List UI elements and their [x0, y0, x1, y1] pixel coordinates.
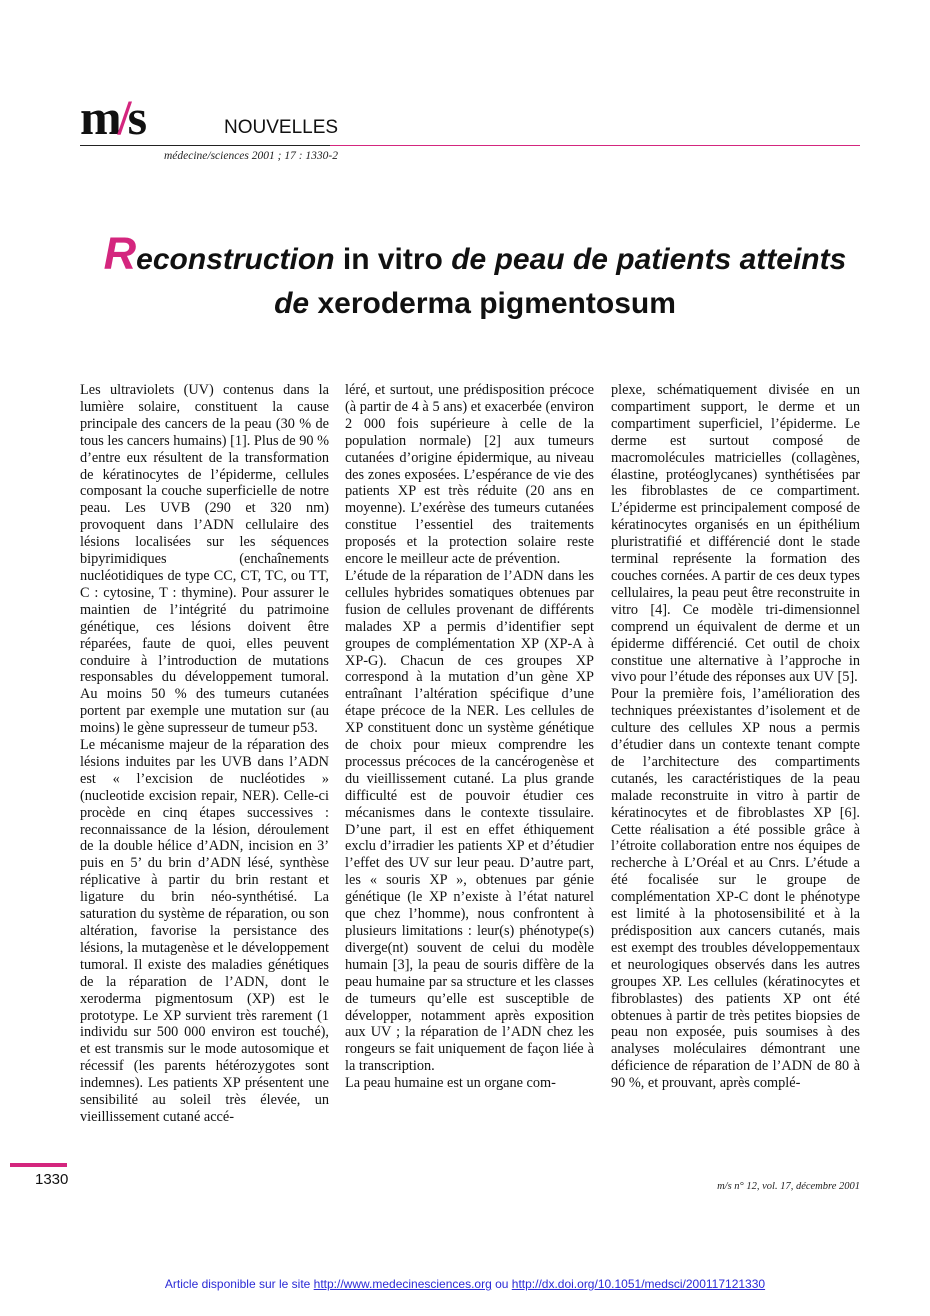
section-label: NOUVELLES	[224, 117, 339, 138]
paragraph: léré, et surtout, une prédisposition précoce (à partir de 4 à 5 ans) et exacerbée (environ 2 000 fois supérieure à celle de la population normale) [2] aux tumeurs cutanées d’origine épidermique, au niveau des zones exposées. L’espérance de vie des patients XP est très réduite (20 ans en moyenne). L’exérèse des tumeurs cutanées constitue l’essentiel des traitements proposés et la protection solaire reste encore le meilleur acte de prévention.	[345, 382, 594, 568]
site-link[interactable]: http://www.medecinesciences.org	[313, 1277, 492, 1291]
text-column-3	[611, 382, 860, 1092]
page-number: 1330	[35, 1171, 69, 1188]
page-marker-bar	[10, 1163, 67, 1167]
header-rule-black	[80, 145, 330, 146]
logo-slash: /	[117, 89, 131, 145]
text-column-2	[345, 382, 594, 1092]
text-column-1	[80, 382, 329, 1126]
paragraph: Les ultraviolets (UV) contenus dans la lumière solaire, constituent la cause principale des cancers de la peau (30 % de tous les cancers humains) [1]. Plus de 90 % d’entre eux résultent de la transformation de kératinocytes de l’épiderme, cellules composant la couche superficielle de notre peau. Les UVB (290 et 320 nm) provoquent dans l’ADN cellulaire des lésions localisées sur les séquences bipyrimidiques (enchaînements nucléotidiques de type CC, CT, TC, ou TT, C : cytosine, T : thymine). Pour assurer le maintien de l’intégrité du patrimoine génétique, ces lésions doivent être réparées, faute de quoi, elles peuvent conduire à l’introduction de mutations responsables du développement tumoral. Au moins 50 % des tumeurs cutanées portent par exemple une mutation sur (au moins) le gène supresseur de tumeur p53.	[80, 382, 329, 737]
paragraph: L’étude de la réparation de l’ADN dans les cellules hybrides somatiques obtenues par fusion de cellules provenant de différents malades XP a permis d’identifier sept groupes de complémentation XP (XP-A à XP-G). Chacun de ces groupes XP correspond à la mutation d’un gène XP entraînant l’altération spécifique d’une étape précoce de la NER. Les cellules de XP constituent donc un système génétique de choix pour mieux comprendre les processus précoces de la cancérogenèse et du vieillissement cutané. La plus grande difficulté est de pouvoir étudier ces mécanismes dans le contexte tissulaire. D’une part, il est en effet éthiquement exclu d’irradier les patients XP et d’étudier l’effet des UV sur leur peau. D’autre part, les « souris XP », obtenues par génie génétique (le XP n’existe à l’état naturel que chez l’homme), nous confrontent à plusieurs limitations : leur(s) phénotype(s) diverge(nt) souvent de celui du modèle humain [3], la peau de souris diffère de la peau humaine par sa structure et les classes de tumeurs qu’elle est susceptible de développer, notamment après exposition aux UV ; la réparation de l’ADN chez les rongeurs se fait uniquement de façon liée à la transcription.	[345, 567, 594, 1075]
journal-citation: médecine/sciences 2001 ; 17 : 1330-2	[163, 150, 338, 162]
doi-link[interactable]: http://dx.doi.org/10.1051/medsci/200117121330	[511, 1277, 766, 1291]
journal-reference: m/s n° 12, vol. 17, décembre 2001	[717, 1181, 860, 1192]
journal-logo: m/s	[80, 89, 147, 145]
availability-notice: Article disponible sur le site http://www.medecinesciences.org ou http://dx.doi.org/10.1051/medsci/200117121330	[164, 1277, 766, 1291]
paragraph: La peau humaine est un organe com-	[345, 1075, 556, 1092]
article-title: Reconstruction in vitro de peau de patients atteints de xeroderma pigmentosum	[103, 228, 847, 320]
paragraph: Le mécanisme majeur de la réparation des lésions induites par les UVB dans l’ADN est « l’excision de nucléotides » (nucleotide excision repair, NER). Celle-ci procède en cinq étapes successives : reconnaissance de la lésion, déroulement de la double hélice d’ADN, incision en 3’ puis en 5’ du brin d’ADN lésé, synthèse réplicative à partir du brin restant et ligature du brin néo-synthétisé. La saturation du système de réparation, ou son altération, favorise la persistance des lésions, la mutagenèse et le développement tumoral. Il existe des maladies génétiques de la réparation de l’ADN, dont le xeroderma pigmentosum (XP) est le prototype. Le XP survient très rarement (1 individu sur 500 000 environ est touché), et est transmis sur le mode autosomique et récessif (les parents hétérozygotes sont indemnes). Les patients XP présentent une sensibilité au soleil très élevée, un vieillissement cutané accé-	[80, 737, 329, 1125]
paragraph: Pour la première fois, l’amélioration des techniques préexistantes d’isolement et de culture des cellules XP nous a permis d’étudier dans un contexte tenant compte de l’architecture des compartiments cutanés, les caractéristiques de la peau malade reconstruite in vitro à partir de kératinocytes et de fibroblastes XP [6]. Cette réalisation a été possible grâce à l’étroite collaboration entre nos équipes de recherche à L’Oréal et au Cnrs. L’étude a été focalisée sur le groupe de complémentation XP-C dont le phénotype est limité à la photosensibilité et à la prédisposition aux cancers cutanés, mais est exempt des troubles développementaux et neurologiques observés dans les autres groupes XP. Les cellules (kératinocytes et fibroblastes) des patients XP ont été obtenues à partir de très petites biopsies de peau non exposée, puis soumises à des analyses moléculaires démontrant une déficience de réparation de l’ADN de 80 à 90 %, et prouvant, après complé-	[611, 686, 860, 1092]
paragraph: plexe, schématiquement divisée en un compartiment support, le derme et un compartiment superficiel, l’épiderme. Le derme est surtout composé de macromolécules matricielles (collagènes, élastine, protéoglycanes) synthétisées par les fibroblastes de ce compartiment. L’épiderme est principalement composé de kératinocytes organisés en un épithélium pluristratifié et différencié dont le stade terminal représente la formation des couches cornées. A partir de ces deux types cellulaires, la peau peut être reconstruite in vitro [4]. Ce modèle tri-dimensionnel comprend un équivalent de derme et un épiderme différencié. Cet outil de choix constitue une alternative à l’approche in vivo pour l’étude des réponses aux UV [5].	[611, 382, 860, 686]
header-rule-pink	[330, 145, 860, 146]
title-initial: R	[103, 228, 137, 279]
